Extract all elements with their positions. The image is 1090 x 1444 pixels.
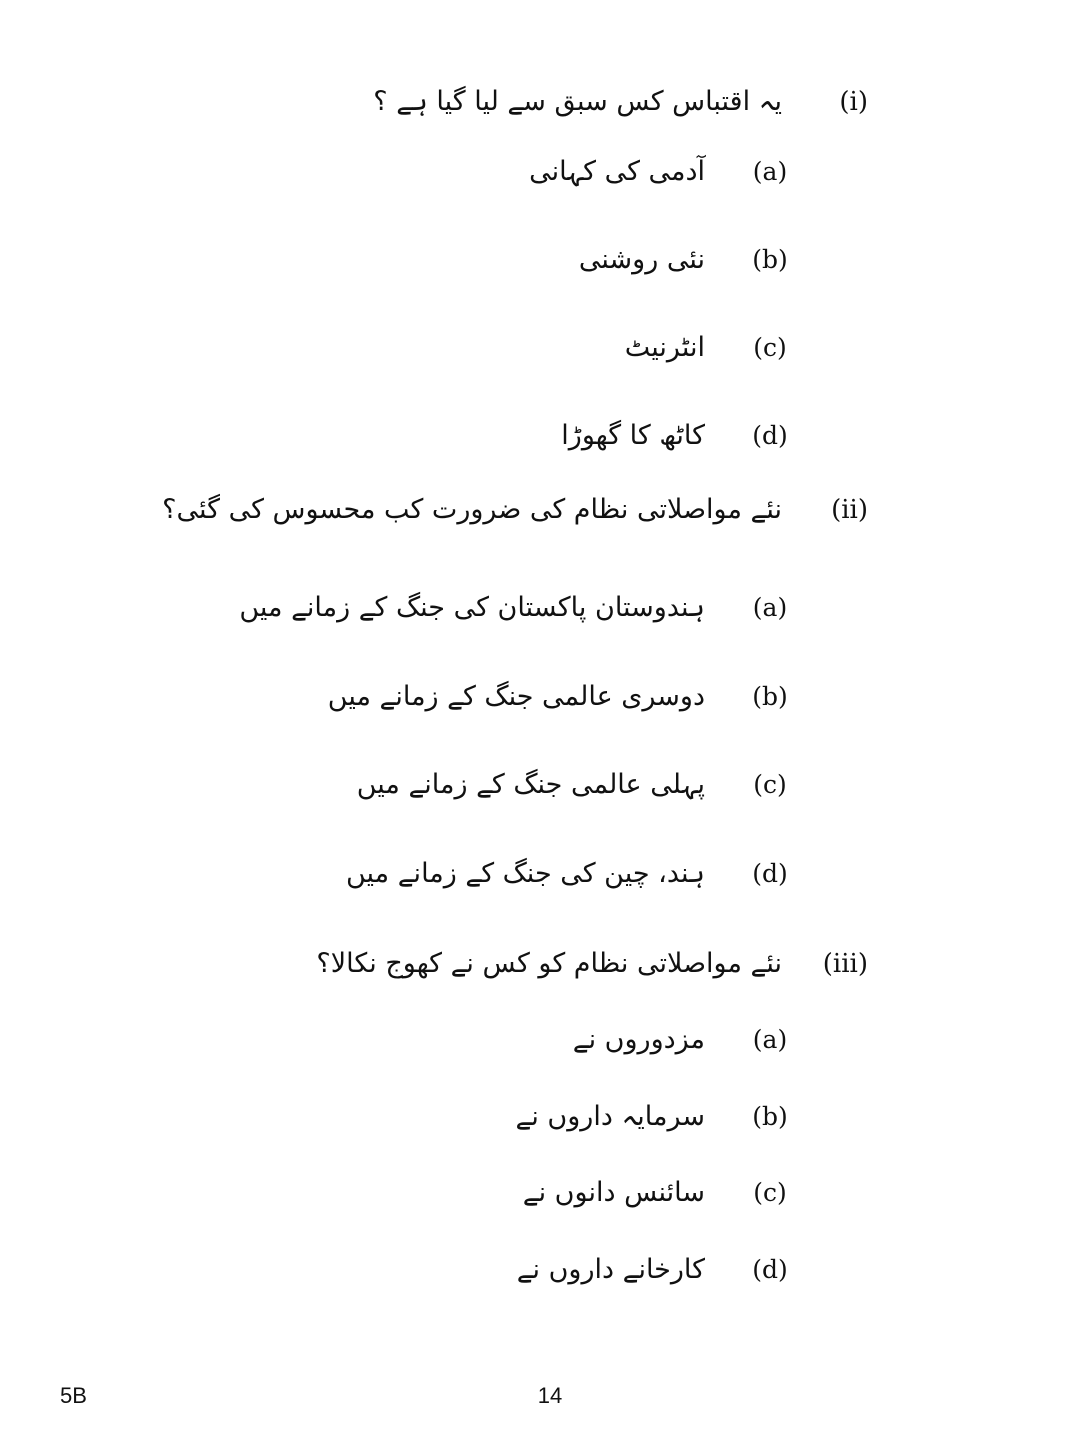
option-label: (c) bbox=[753, 333, 787, 362]
option-label: (a) bbox=[752, 593, 788, 622]
option-label: (c) bbox=[753, 770, 787, 799]
option-text: سائنس دانوں نے bbox=[522, 1177, 705, 1208]
option-text: نئی روشنی bbox=[578, 244, 705, 275]
option-text: پہلی عالمی جنگ کے زمانے میں bbox=[356, 769, 705, 800]
option-label: (a) bbox=[752, 1025, 788, 1054]
option-text: ہندوستان پاکستان کی جنگ کے زمانے میں bbox=[239, 592, 705, 623]
option-text: ہند، چین کی جنگ کے زمانے میں bbox=[345, 858, 705, 889]
option-text: انٹرنیٹ bbox=[624, 332, 705, 363]
option-label: (b) bbox=[752, 1102, 788, 1131]
option-text: دوسری عالمی جنگ کے زمانے میں bbox=[327, 681, 705, 712]
option-text: مزدوروں نے bbox=[572, 1024, 705, 1055]
question-text: نئے مواصلاتی نظام کی ضرورت کب محسوس کی گئی؟ bbox=[162, 494, 782, 525]
option-label: (b) bbox=[752, 245, 788, 274]
option-label: (b) bbox=[752, 682, 788, 711]
option-label: (d) bbox=[752, 1255, 788, 1284]
question-text: نئے مواصلاتی نظام کو کس نے کھوج نکالا؟ bbox=[316, 948, 782, 979]
footer-code: 5B bbox=[60, 1383, 87, 1408]
question-number: (i) bbox=[839, 87, 868, 117]
option-text: آدمی کی کہانی bbox=[529, 156, 705, 187]
option-text: سرمایہ داروں نے bbox=[515, 1101, 705, 1132]
question-number: (ii) bbox=[831, 495, 868, 525]
option-text: کارخانے داروں نے bbox=[516, 1254, 705, 1285]
question-number: (iii) bbox=[822, 949, 868, 979]
question-text: یہ اقتباس کس سبق سے لیا گیا ہے ؟ bbox=[373, 86, 782, 117]
option-label: (d) bbox=[752, 859, 788, 888]
option-label: (a) bbox=[752, 157, 788, 186]
option-label: (c) bbox=[753, 1178, 787, 1207]
page-number: 14 bbox=[537, 1383, 563, 1408]
option-label: (d) bbox=[752, 421, 788, 450]
option-text: کاٹھ کا گھوڑا bbox=[561, 420, 705, 451]
